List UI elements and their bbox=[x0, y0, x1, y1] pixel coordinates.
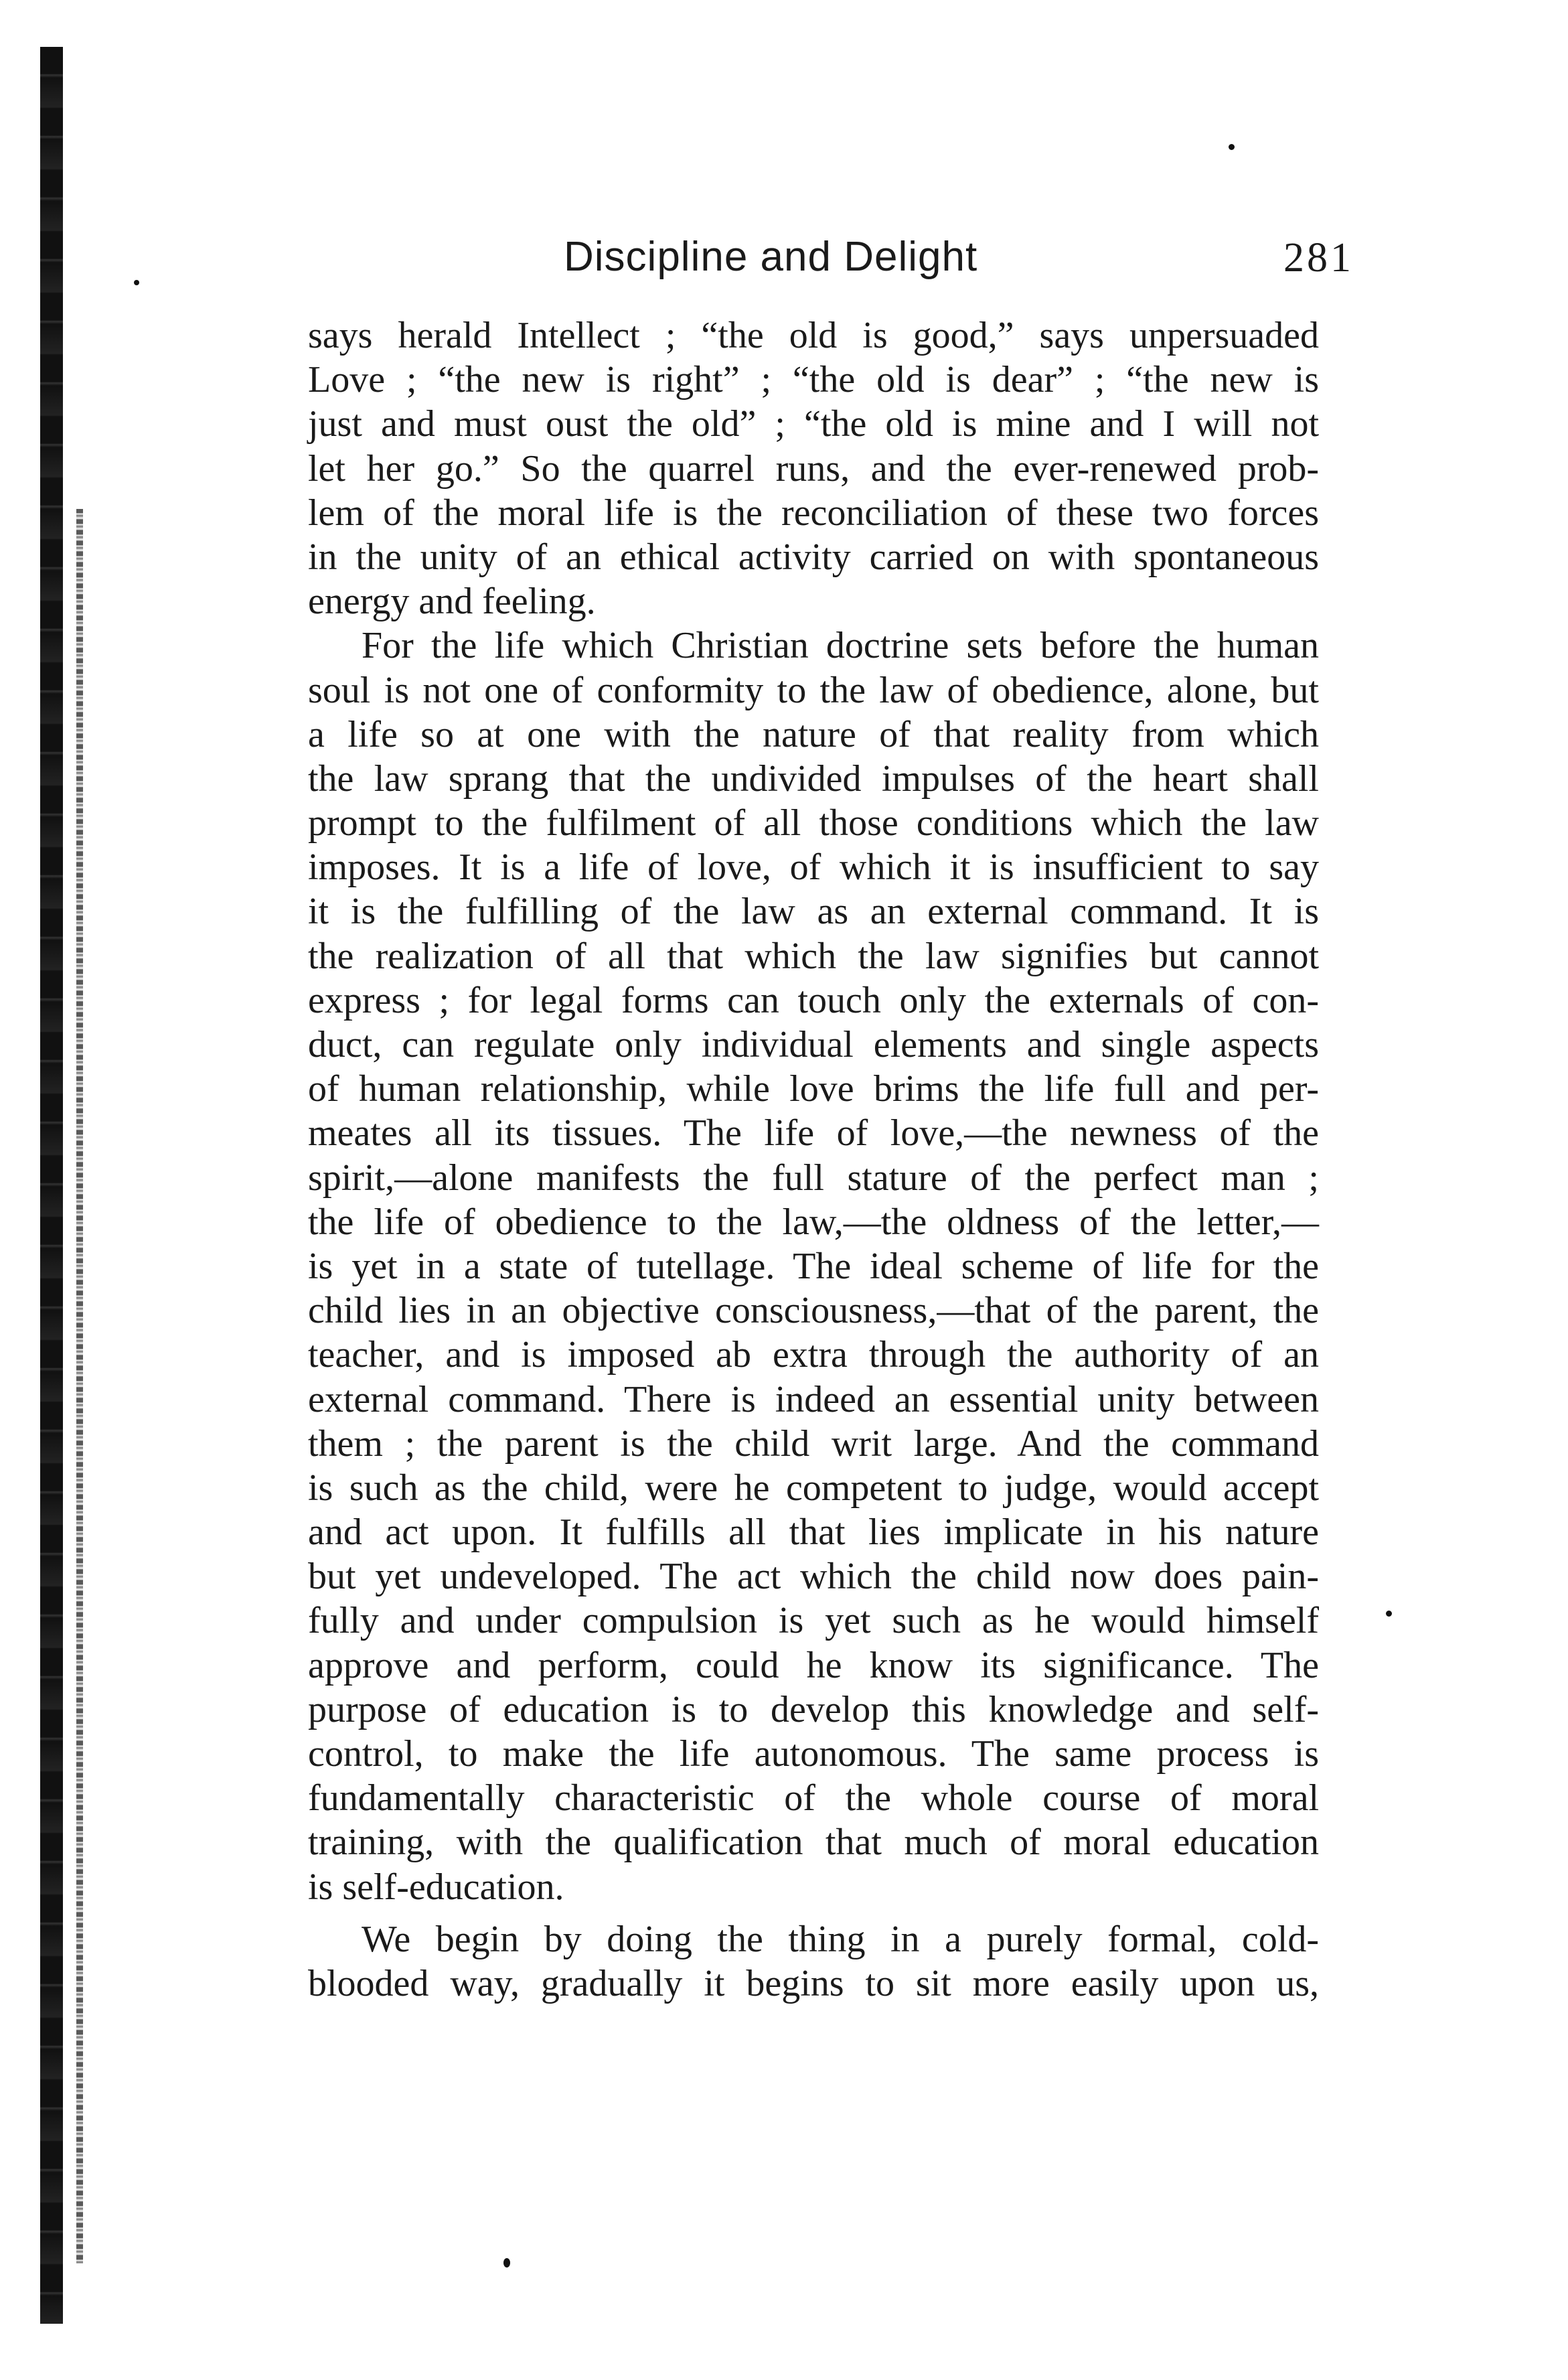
page-header bbox=[564, 228, 1354, 288]
page-number: 281 bbox=[1283, 235, 1354, 281]
text-line: is self-education. bbox=[308, 1866, 564, 1908]
text-line: control, to make the life autonomous. The same process is bbox=[308, 1733, 1319, 1775]
scan-binding-edge-inner bbox=[76, 509, 83, 2263]
paragraph-first-line: For the life which Christian doctrine sets before the human bbox=[362, 625, 1319, 667]
text-line: the life of obedience to the law,—the oldness of the letter,— bbox=[308, 1201, 1319, 1243]
text-line: them ; the parent is the child writ large. And the command bbox=[308, 1422, 1319, 1465]
text-line: Love ; “the new is right” ; “the old is dear” ; “the new is bbox=[308, 359, 1319, 401]
scan-speck bbox=[134, 280, 139, 285]
text-line: spirit,—alone manifests the full stature of the perfect man ; bbox=[308, 1157, 1319, 1199]
text-line: fundamentally characteristic of the whole course of moral bbox=[308, 1777, 1319, 1819]
text-line: teacher, and is imposed ab extra through the authority of an bbox=[308, 1334, 1319, 1376]
text-line: child lies in an objective consciousness,—that of the parent, the bbox=[308, 1290, 1319, 1332]
running-title: Discipline and Delight bbox=[564, 234, 978, 280]
text-line: is such as the child, were he competent to judge, would accept bbox=[308, 1467, 1319, 1509]
text-line: approve and perform, could he know its significance. The bbox=[308, 1644, 1319, 1686]
text-line: let her go.” So the quarrel runs, and the ever-renewed prob- bbox=[308, 447, 1319, 490]
text-line: the realization of all that which the law signifies but cannot bbox=[308, 935, 1319, 977]
text-line: just and must oust the old” ; “the old is mine and I will not bbox=[308, 403, 1319, 445]
text-line: training, with the qualification that much of moral education bbox=[308, 1821, 1319, 1864]
text-line: and act upon. It fulfills all that lies implicate in his nature bbox=[308, 1511, 1319, 1554]
text-line: a life so at one with the nature of that reality from which bbox=[308, 713, 1319, 755]
text-line: duct, can regulate only individual elements and single aspects bbox=[308, 1024, 1319, 1065]
text-line: lem of the moral life is the reconciliation of these two forces bbox=[308, 492, 1319, 534]
body-text bbox=[308, 313, 1319, 2006]
text-line: prompt to the fulfilment of all those conditions which the law bbox=[308, 802, 1319, 844]
paragraph-first-line: We begin by doing the thing in a purely formal, cold- bbox=[362, 1918, 1319, 1960]
text-line: express ; for legal forms can touch only the externals of con- bbox=[308, 979, 1319, 1021]
text-line: is yet in a state of tutellage. The ideal scheme of life for the bbox=[308, 1245, 1319, 1287]
scan-speck bbox=[503, 2258, 510, 2267]
scan-speck bbox=[1386, 1611, 1392, 1617]
text-line: it is the fulfilling of the law as an external command. It is bbox=[308, 891, 1319, 933]
text-line: soul is not one of conformity to the law of obedience, alone, but bbox=[308, 669, 1319, 711]
text-line: of human relationship, while love brims the life full and per- bbox=[308, 1068, 1319, 1110]
scan-binding-edge bbox=[40, 47, 63, 2324]
text-line: imposes. It is a life of love, of which it is insufficient to say bbox=[308, 846, 1319, 889]
text-line: purpose of education is to develop this knowledge and self- bbox=[308, 1688, 1319, 1730]
text-line: the law sprang that the undivided impulses of the heart shall bbox=[308, 757, 1319, 800]
text-line: energy and feeling. bbox=[308, 581, 596, 623]
text-line: blooded way, gradually it begins to sit more easily upon us, bbox=[308, 1962, 1319, 2004]
text-line: fully and under compulsion is yet such as he would himself bbox=[308, 1600, 1319, 1642]
text-line: says herald Intellect ; “the old is good,” says unpersuaded bbox=[308, 315, 1319, 356]
text-line: but yet undeveloped. The act which the child now does pain- bbox=[308, 1556, 1319, 1598]
text-line: external command. There is indeed an essential unity between bbox=[308, 1378, 1319, 1420]
text-line: in the unity of an ethical activity carried on with spontaneous bbox=[308, 536, 1319, 578]
scan-speck bbox=[1229, 144, 1235, 150]
text-line: meates all its tissues. The life of love,—the newness of the bbox=[308, 1112, 1319, 1155]
